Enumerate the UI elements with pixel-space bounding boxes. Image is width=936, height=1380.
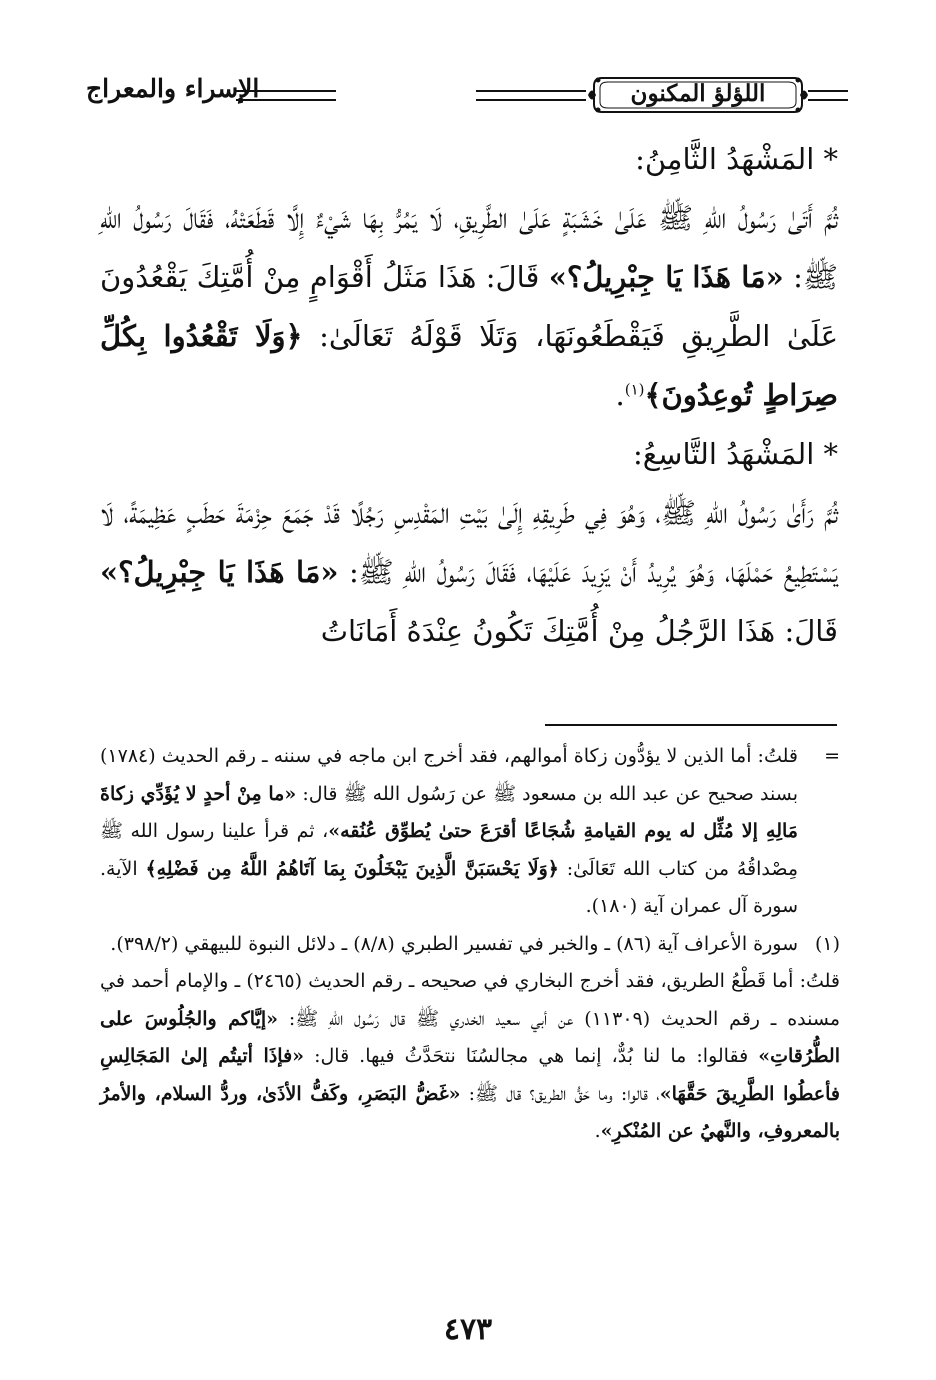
footnote-1-hadith-b: «فإذَا أتيتُم إلىٰ المَجَالِسِ فأعطُوا الطَّرِيقَ حَقَّهَا» (100, 1045, 841, 1105)
footnote-1-number: (١) (814, 932, 840, 955)
footnote-1 (100, 926, 840, 964)
footnote-1-hadith-a: «إيَّاكم والجُلُوسَ على الطُّرُقاتِ» (100, 1007, 840, 1067)
continuation-text-a: قلتُ: أما الذين لا يؤدُّون زكاة أموالهم، فقد أخرج ابن ماجه في سننه ـ رقم الحديث (١٧٨٤) بسند صحيح عن عبد الله بن مسعود ﷺ عن رَسُول الله ﷺ قال: (100, 745, 798, 805)
scene-nine-question: «مَا هَذَا يَا جِبْرِيلُ؟» (100, 555, 339, 589)
scene-eight-quran-verse: ﴿وَلَا تَقْعُدُوا بِكُلِّ صِرَاطٍ تُوعِدُونَ﴾ (100, 319, 838, 412)
page-number: ٤٧٣ (443, 1312, 493, 1347)
chapter-title: الإسراء والمعراج (86, 74, 260, 103)
continuation-text-c: الآية. سورة آل عمران آية (١٨٠). (100, 857, 798, 917)
footnote-continuation (100, 738, 840, 926)
main-text (100, 130, 838, 661)
scene-nine-text-b: قَالَ: هَذَا الرَّجُلُ مِنْ أُمَّتِكَ تَكُونُ عِنْدَهُ أَمَانَاتُ (320, 614, 838, 648)
footnote-1-source: سورة الأعراف آية (٨٦) ـ والخبر في تفسير الطبري (٨/٨) ـ دلائل النبوة للبيهقي (٣٩٨/٢). (110, 932, 798, 955)
footnote-separator (545, 724, 837, 726)
running-head (86, 62, 846, 122)
scene-eight-question: «مَا هَذَا يَا جِبْرِيلُ؟» (548, 260, 784, 294)
footnote-reference: (١) (624, 380, 645, 399)
header-rule-left (236, 90, 336, 101)
book-title-cartouche (588, 72, 808, 118)
continuation-text-b: ، ثم قرأ علينا رسول الله ﷺ مِصْداقُهُ من كتاب الله تَعَالَىٰ: (100, 820, 798, 880)
scene-eight-heading: * المَشْهَدُ الثَّامِنُ: (635, 142, 838, 176)
scene-eight-paragraph (100, 189, 838, 425)
footnote-1-text-d: ، قالوا: وما حَقُّ الطريق؟ قال ﷺ: (460, 1082, 660, 1105)
scene-eight-text-a: ثُمَّ أَتَىٰ رَسُولُ اللهِ ﷺ عَلَىٰ خَشَبَةٍ عَلَىٰ الطَّرِيقِ، لَا يَمُرُّ بِهَا شَيْءٌ إِلَّا قَطَعَتْهُ، فَقَالَ رَسُولُ اللهِ ﷺ: (100, 201, 838, 294)
header-rule-middle (476, 90, 586, 101)
book-title: اللؤلؤ المكنون (630, 80, 766, 107)
continuation-quran-verse: ﴿وَلَا يَحْسَبَنَّ الَّذِينَ يَبْخَلُونَ بِمَا آتَاهُمُ اللَّهُ مِن فَضْلِهِ﴾ (145, 857, 559, 880)
footnote-1-hadith-c: «غَضُّ البَصَرِ، وكَفُّ الأذَىٰ، وردُّ السلام، والأمرُ بالمعروفِ، والنَّهيُ عن المُنْكرِ» (100, 1082, 840, 1142)
scene-eight-text-b: قَالَ: هَذَا مَثَلُ أَقْوَامٍ مِنْ أُمَّتِكَ يَقْعُدُونَ عَلَىٰ الطَّرِيقِ فَيَقْطَعُونَهَا، وَتَلَا قَوْلَهُ تَعَالَىٰ: (100, 260, 838, 353)
header-rule-right (808, 90, 848, 101)
continuation-mark: = (824, 745, 840, 767)
footnote-1-end: . (594, 1120, 601, 1142)
footnote-1-commentary (100, 963, 840, 1151)
footnote-1-text-c: فقالوا: ما لنا بُدٌّ، إنما هي مجالسُنَا نتحَدَّثُ فيها. قال: (304, 1045, 759, 1067)
scene-eight-end: . (615, 378, 625, 412)
footnotes (100, 738, 840, 1151)
scene-nine-heading: * المَشْهَدُ التَّاسِعُ: (632, 437, 838, 471)
scene-nine-text-a: ثُمَّ رَأَىٰ رَسُولُ اللهِ ﷺ، وَهُوَ فِي طَرِيقِهِ إِلَىٰ بَيْتِ المَقْدِسِ رَجُلًا قَدْ جَمَعَ حِزْمَةَ حَطَبٍ عَظِيمَةً، لَا يَسْتَطِيعُ حَمْلَهَا، وَهُوَ يُرِيدُ أَنْ يَزِيدَ عَلَيْهَا، فَقَالَ رَسُولُ اللهِ ﷺ: (100, 496, 838, 589)
continuation-hadith: «ما مِنْ أحدٍ لا يُؤَدِّي زكاةَ مَالِهِ إلا مُثِّل له يوم القيامةِ شُجَاعًا أقرَعَ حتىٰ يُطوِّق عُنُقه» (100, 782, 798, 842)
footnote-1-text-b: قلتُ: أما قَطْعُ الطريق، فقد أخرج البخاري في صحيحه ـ رقم الحديث (٢٤٦٥) ـ والإمام أحمد في مسنده ـ رقم الحديث (١١٣٠٩) عن أبي سعيد الخدري ﷺ قال رَسُول اللهِ ﷺ: (100, 970, 841, 1030)
scene-nine-paragraph (100, 484, 838, 661)
